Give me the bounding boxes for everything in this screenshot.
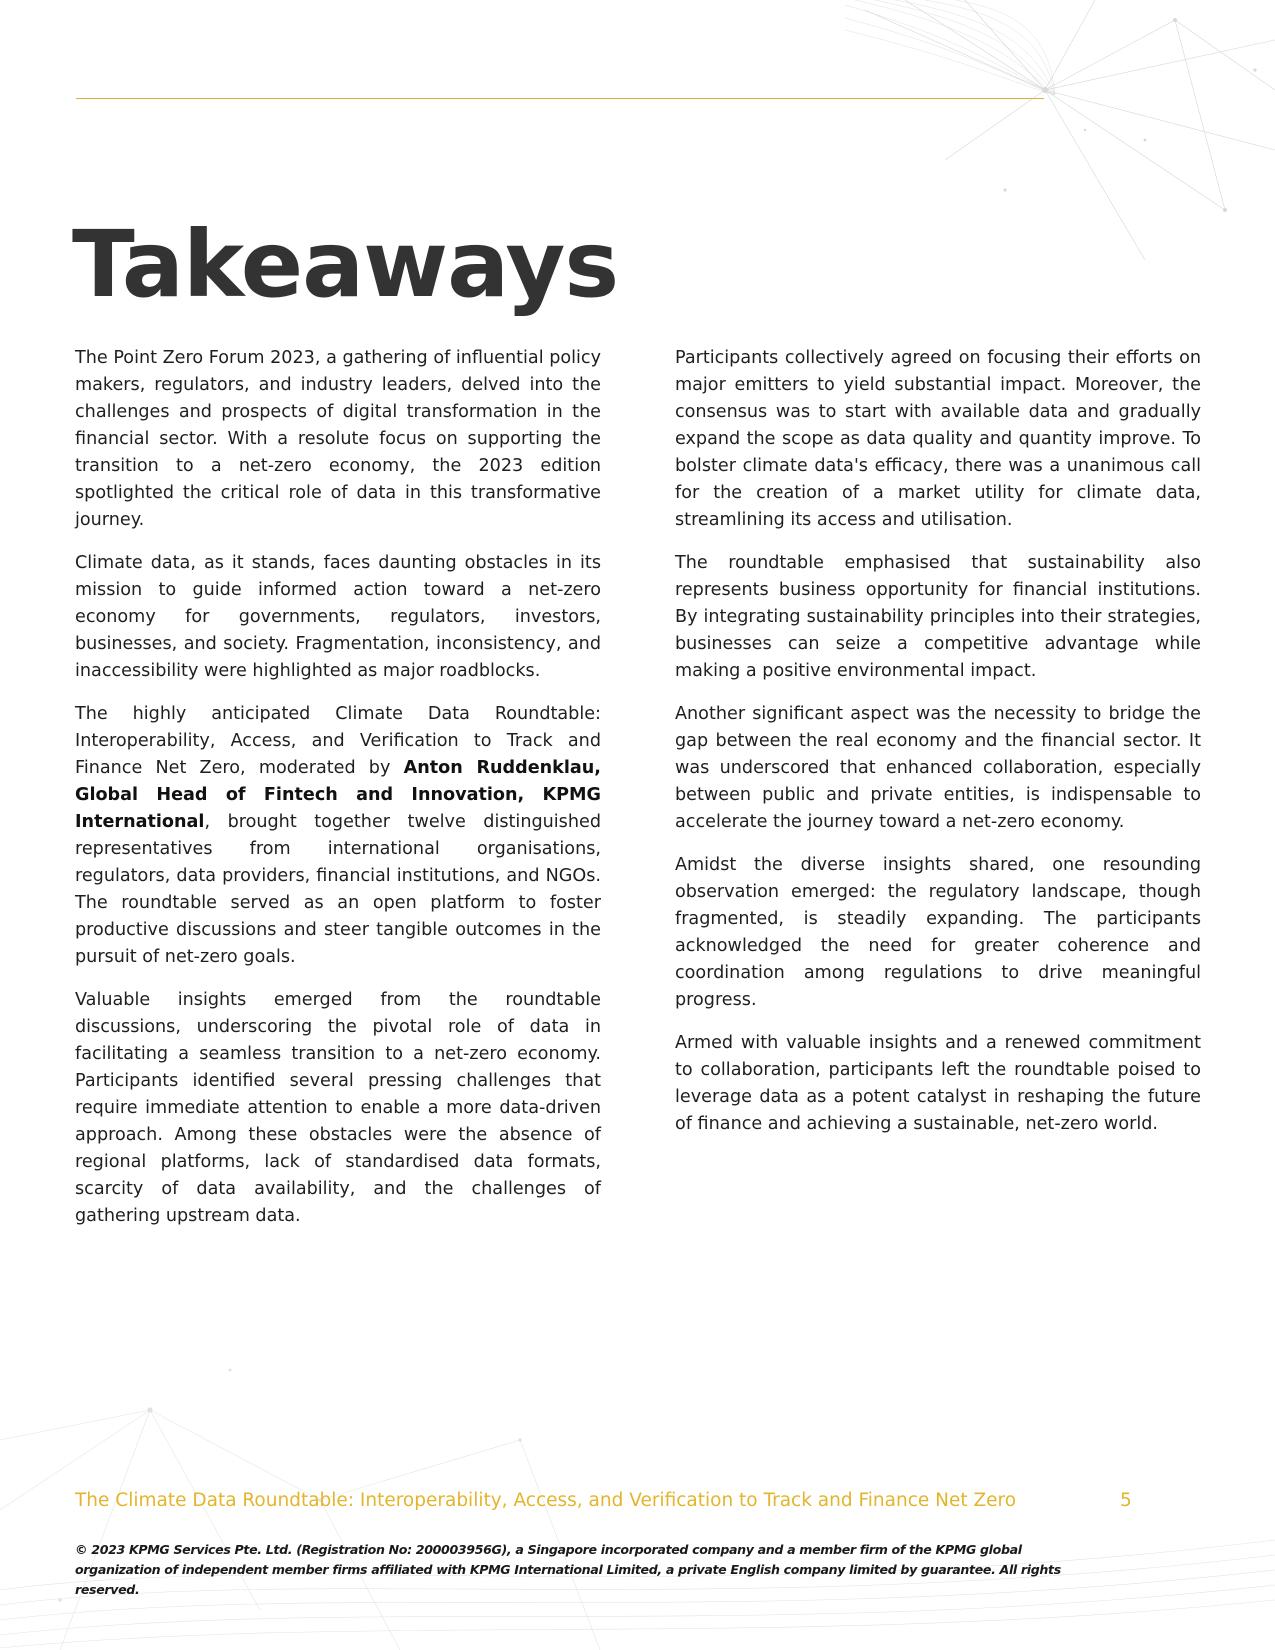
paragraph: Another significant aspect was the necessity to bridge the gap between the real economy and the financial sector. It was underscored that enhanced collaboration, especially between public and private entities, is indispensable to accelerate the journey toward a net-zero economy. bbox=[675, 704, 1201, 832]
header-divider-rule bbox=[76, 98, 1044, 99]
network-pattern-top-graphic bbox=[845, 0, 1275, 260]
page-title: Takeaways bbox=[72, 211, 619, 318]
paragraph: Participants collectively agreed on focusing their efforts on major emitters to yield substantial impact. Moreover, the consensus was to start with available data and gradually expand the scope as data quality and quantity improve. To bolster climate data's efficacy, there was a unanimous call for the creation of a market utility for climate data, streamlining its access and utilisation. bbox=[675, 348, 1201, 530]
paragraph bbox=[75, 701, 601, 971]
paragraph: The roundtable emphasised that sustainability also represents business opportunity for financial institutions. By integrating sustainability principles into their strategies, businesses can seize a competitive advantage while making a positive environmental impact. bbox=[675, 553, 1201, 681]
paragraph: Armed with valuable insights and a renewed commitment to collaboration, participants left the roundtable poised to leverage data as a potent catalyst in reshaping the future of finance and achieving a sustainable, net-zero world. bbox=[675, 1033, 1201, 1134]
paragraph-text: The highly anticipated Climate Data Roundtable: Interoperability, Access, and Verification to Track and Finance Net Zero, moderated by bbox=[75, 704, 601, 778]
left-text-column bbox=[75, 345, 601, 1246]
paragraph: The Point Zero Forum 2023, a gathering of influential policy makers, regulators, and industry leaders, delved into the challenges and prospects of digital transformation in the financial sector. With a resolute focus on supporting the transition to a net-zero economy, the 2023 edition spotlighted the critical role of data in this transformative journey. bbox=[75, 348, 601, 530]
moderator-name: Anton Ruddenklau, Global Head of Fintech and Innovation, KPMG International bbox=[75, 758, 601, 832]
paragraph-text: , brought together twelve distinguished representatives from international organisations, regulators, data providers, financial institutions, and NGOs. The roundtable served as an open platform to foster productive discussions and steer tangible outcomes in the pursuit of net-zero goals. bbox=[75, 812, 601, 967]
right-text-column bbox=[675, 345, 1201, 1154]
paragraph: Amidst the diverse insights shared, one resounding observation emerged: the regulatory landscape, though fragmented, is steadily expanding. The participants acknowledged the need for greater coherence and coordination among regulations to drive meaningful progress. bbox=[675, 855, 1201, 1010]
copyright-notice: © 2023 KPMG Services Pte. Ltd. (Registration No: 200003956G), a Singapore incorporated company and a member firm of the KPMG global organization of independent member firms affiliated with KPMG International Limited, a private English company limited by guarantee. All rights reserved. bbox=[75, 1542, 1061, 1597]
paragraph: Climate data, as it stands, faces daunting obstacles in its mission to guide informed action toward a net-zero economy for governments, regulators, investors, businesses, and society. Fragmentation, inconsistency, and inaccessibility were highlighted as major roadblocks. bbox=[75, 553, 601, 681]
page-number: 5 bbox=[1120, 1490, 1132, 1511]
footer-report-title: The Climate Data Roundtable: Interoperability, Access, and Verification to Track and Finance Net Zero bbox=[75, 1490, 1017, 1511]
paragraph: Valuable insights emerged from the roundtable discussions, underscoring the pivotal role of data in facilitating a seamless transition to a net-zero economy. Participants identified several pressing challenges that require immediate attention to enable a more data-driven approach. Among these obstacles were the absence of regional platforms, lack of standardised data formats, scarcity of data availability, and the challenges of gathering upstream data. bbox=[75, 990, 601, 1226]
